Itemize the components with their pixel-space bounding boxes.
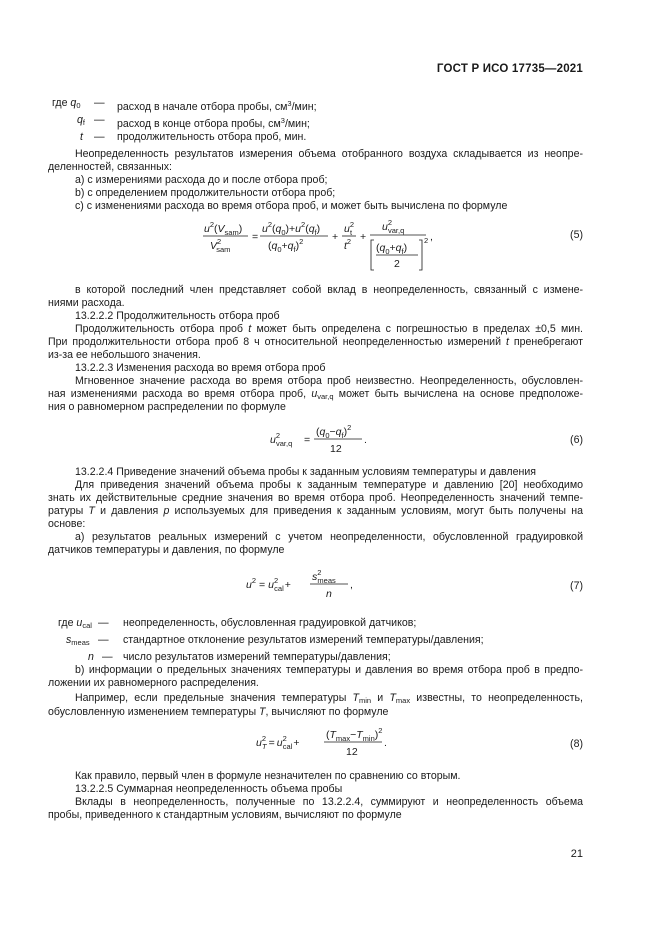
- formula-8: [254, 724, 394, 762]
- legend-row-smeas: $s_{meas}$ — стандартное отклонение результатов измерений температуры/давления;: [66, 634, 484, 647]
- legend-row-t: t — продолжительность отбора проб, мин.: [80, 131, 307, 143]
- section-13224-title: 13.2.2.4 Приведение значений объема пробы к заданным условиям температуры и давления: [75, 466, 536, 478]
- svg-text:,: ,: [430, 231, 433, 243]
- section-13224-line4: основе:: [48, 518, 86, 530]
- section-13224-line2: знать их действительные средние значения во время отбора проб. Неопределенность значений темпе-: [48, 492, 583, 504]
- formula-6: [270, 422, 380, 458]
- svg-text:=: =: [252, 231, 259, 243]
- section-13224-example-line2: обусловленную изменением температуры T, вычисляют по формуле: [48, 706, 389, 718]
- section-13224-line1: Для приведения значений объема пробы к заданным температуре и давлению [20] необходимо: [75, 479, 583, 491]
- section-13222-line3: из-за ее небольшого значения.: [48, 349, 201, 361]
- section-13224-example-line1: Например, если предельные значения температуры $T_{min}$ и $T_{max}$ известны, то неопределенность,: [75, 692, 583, 705]
- section-13224-item-b-line2: ложении их равномерного распределения.: [48, 677, 259, 689]
- list-item-a: а) с измерениями расхода до и после отбора проб;: [75, 174, 328, 186]
- svg-text:2: 2: [424, 236, 429, 245]
- svg-text:u2=u2cal+: $u^2 = u^2$ cal+: [246, 576, 291, 593]
- section-13224-item-b-line1: b) информации о предельных значениях температуры и давления во время отбора проб в предпо-: [75, 664, 583, 676]
- svg-text:+: +: [360, 231, 367, 243]
- svg-text:(q0+qf)2: $(q_0+q_f)^2$: [268, 237, 304, 254]
- section-13223-title: 13.2.2.3 Изменения расхода во время отбора проб: [75, 362, 326, 374]
- paragraph-uncertainty-line2: деленностей, связанных:: [48, 161, 172, 173]
- section-13222-line1: Продолжительность отбора проб t может быть определена с погрешностью в пределах ±0,5 мин.: [75, 323, 584, 335]
- section-13225-title: 13.2.2.5 Суммарная неопределенность объема пробы: [75, 783, 343, 795]
- section-13223-line2: ная изменениями расхода во время отбора проб, $u_{var,q}$ может быть вычислена на основе предположе-: [48, 388, 583, 401]
- svg-text:2: 2: [394, 258, 400, 270]
- svg-text:u2T=u2cal+: $u^2$ $T = u^2$ cal+: [256, 734, 300, 751]
- section-13222-line2: При продолжительности отбора проб 8 ч относительной неопределенностью измерений t пренебрегают: [48, 336, 583, 348]
- formula-5: [200, 218, 440, 274]
- section-13224-line3: ратуры T и давления p используемых для приведения к заданным условиям, могут быть получены на: [48, 505, 583, 517]
- svg-text:u2(q0)+u2(qf): $u^2(q_0)+u^2(q_f)$: [262, 220, 321, 237]
- legend-row-qf: $q_f$ — расход в конце отбора пробы, $см^3$/мин;: [77, 114, 310, 130]
- section-13224-item-a-line1: а) результатов реальных измерений с учетом неопределенности, обусловленной градуировкой: [75, 531, 583, 543]
- section-13222-title: 13.2.2.2 Продолжительность отбора проб: [75, 310, 280, 322]
- svg-text:(q0−qf)2: $(q_0-q_f)^2$: [316, 423, 352, 440]
- section-13223-line1: Мгновенное значение расхода во время отбора проб неизвестно. Неопределенность, обусловлен-: [75, 375, 583, 387]
- svg-text:(q0+qf): $(q_0+q_f)$: [376, 242, 408, 256]
- legend-row-n: n — число результатов измерений температуры/давления;: [88, 651, 391, 663]
- svg-text:+: +: [332, 231, 339, 243]
- section-13225-line1: Вклады в неопределенность, полученные по 13.2.2.4, суммируют и неопределенность объема: [75, 796, 583, 808]
- svg-text:n: n: [326, 588, 332, 600]
- section-13224-item-a-line2: датчиков температуры и давления, по формуле: [48, 544, 285, 556]
- legend-row-q0: где $q_0$ — расход в начале отбора пробы, $см^3$/мин;: [52, 97, 317, 113]
- equation-number-6: (6): [570, 434, 583, 446]
- list-item-c: с) с изменениями расхода во время отбора проб, и может быть вычислена по формуле: [75, 200, 508, 212]
- paragraph-uncertainty-line1: Неопределенность результатов измерения объема отобранного воздуха складывается из неопре-: [75, 148, 583, 160]
- svg-text:.: .: [364, 434, 367, 446]
- legend-row-ucal: где $u_{cal}$ — неопределенность, обусловленная градуировкой датчиков;: [58, 617, 417, 630]
- svg-text:V2sam: $V^2$ sam: [210, 237, 231, 254]
- svg-text:t2: $t^2$: [344, 237, 352, 252]
- section-13225-line2: пробы, приведенного к стандартным условиям, вычисляют по формуле: [48, 809, 402, 821]
- equation-number-5: (5): [570, 229, 583, 241]
- paragraph-first-term-note: Как правило, первый член в формуле незначителен по сравнению со вторым.: [75, 770, 461, 782]
- svg-text:12: 12: [346, 746, 358, 758]
- paragraph-last-term-line1: в которой последний член представляет собой вклад в неопределенность, связанный с измене-: [75, 284, 583, 296]
- svg-text:u2(Vsam): $u^2(V_{sam})$: [204, 220, 243, 237]
- svg-text:.: .: [384, 737, 387, 749]
- list-item-b: b) с определением продолжительности отбора проб;: [75, 187, 336, 199]
- svg-text:s2meas: $s^2$ meas: [312, 568, 336, 585]
- svg-text:=: =: [304, 434, 311, 446]
- svg-text:12: 12: [330, 443, 342, 455]
- svg-text:(Tmax−Tmin)2: $(T_{max}-T_{min})^2$: [326, 726, 383, 743]
- svg-text:u2t: $u^2$ t: [344, 220, 355, 237]
- svg-text:u2var,q: $u^2$ var,q: [270, 431, 293, 448]
- paragraph-last-term-line2: ниями расхода.: [48, 297, 125, 309]
- equation-number-7: (7): [570, 580, 583, 592]
- svg-text:u2var,q: $u^2$ var,q: [382, 218, 405, 235]
- svg-text:,: ,: [350, 579, 353, 591]
- page-number: 21: [570, 848, 583, 860]
- formula-7: [244, 566, 364, 604]
- document-standard-header: ГОСТ Р ИСО 17735—2021: [436, 63, 583, 75]
- section-13223-line3: ния о равномерном распределении по формуле: [48, 401, 286, 413]
- equation-number-8: (8): [570, 738, 583, 750]
